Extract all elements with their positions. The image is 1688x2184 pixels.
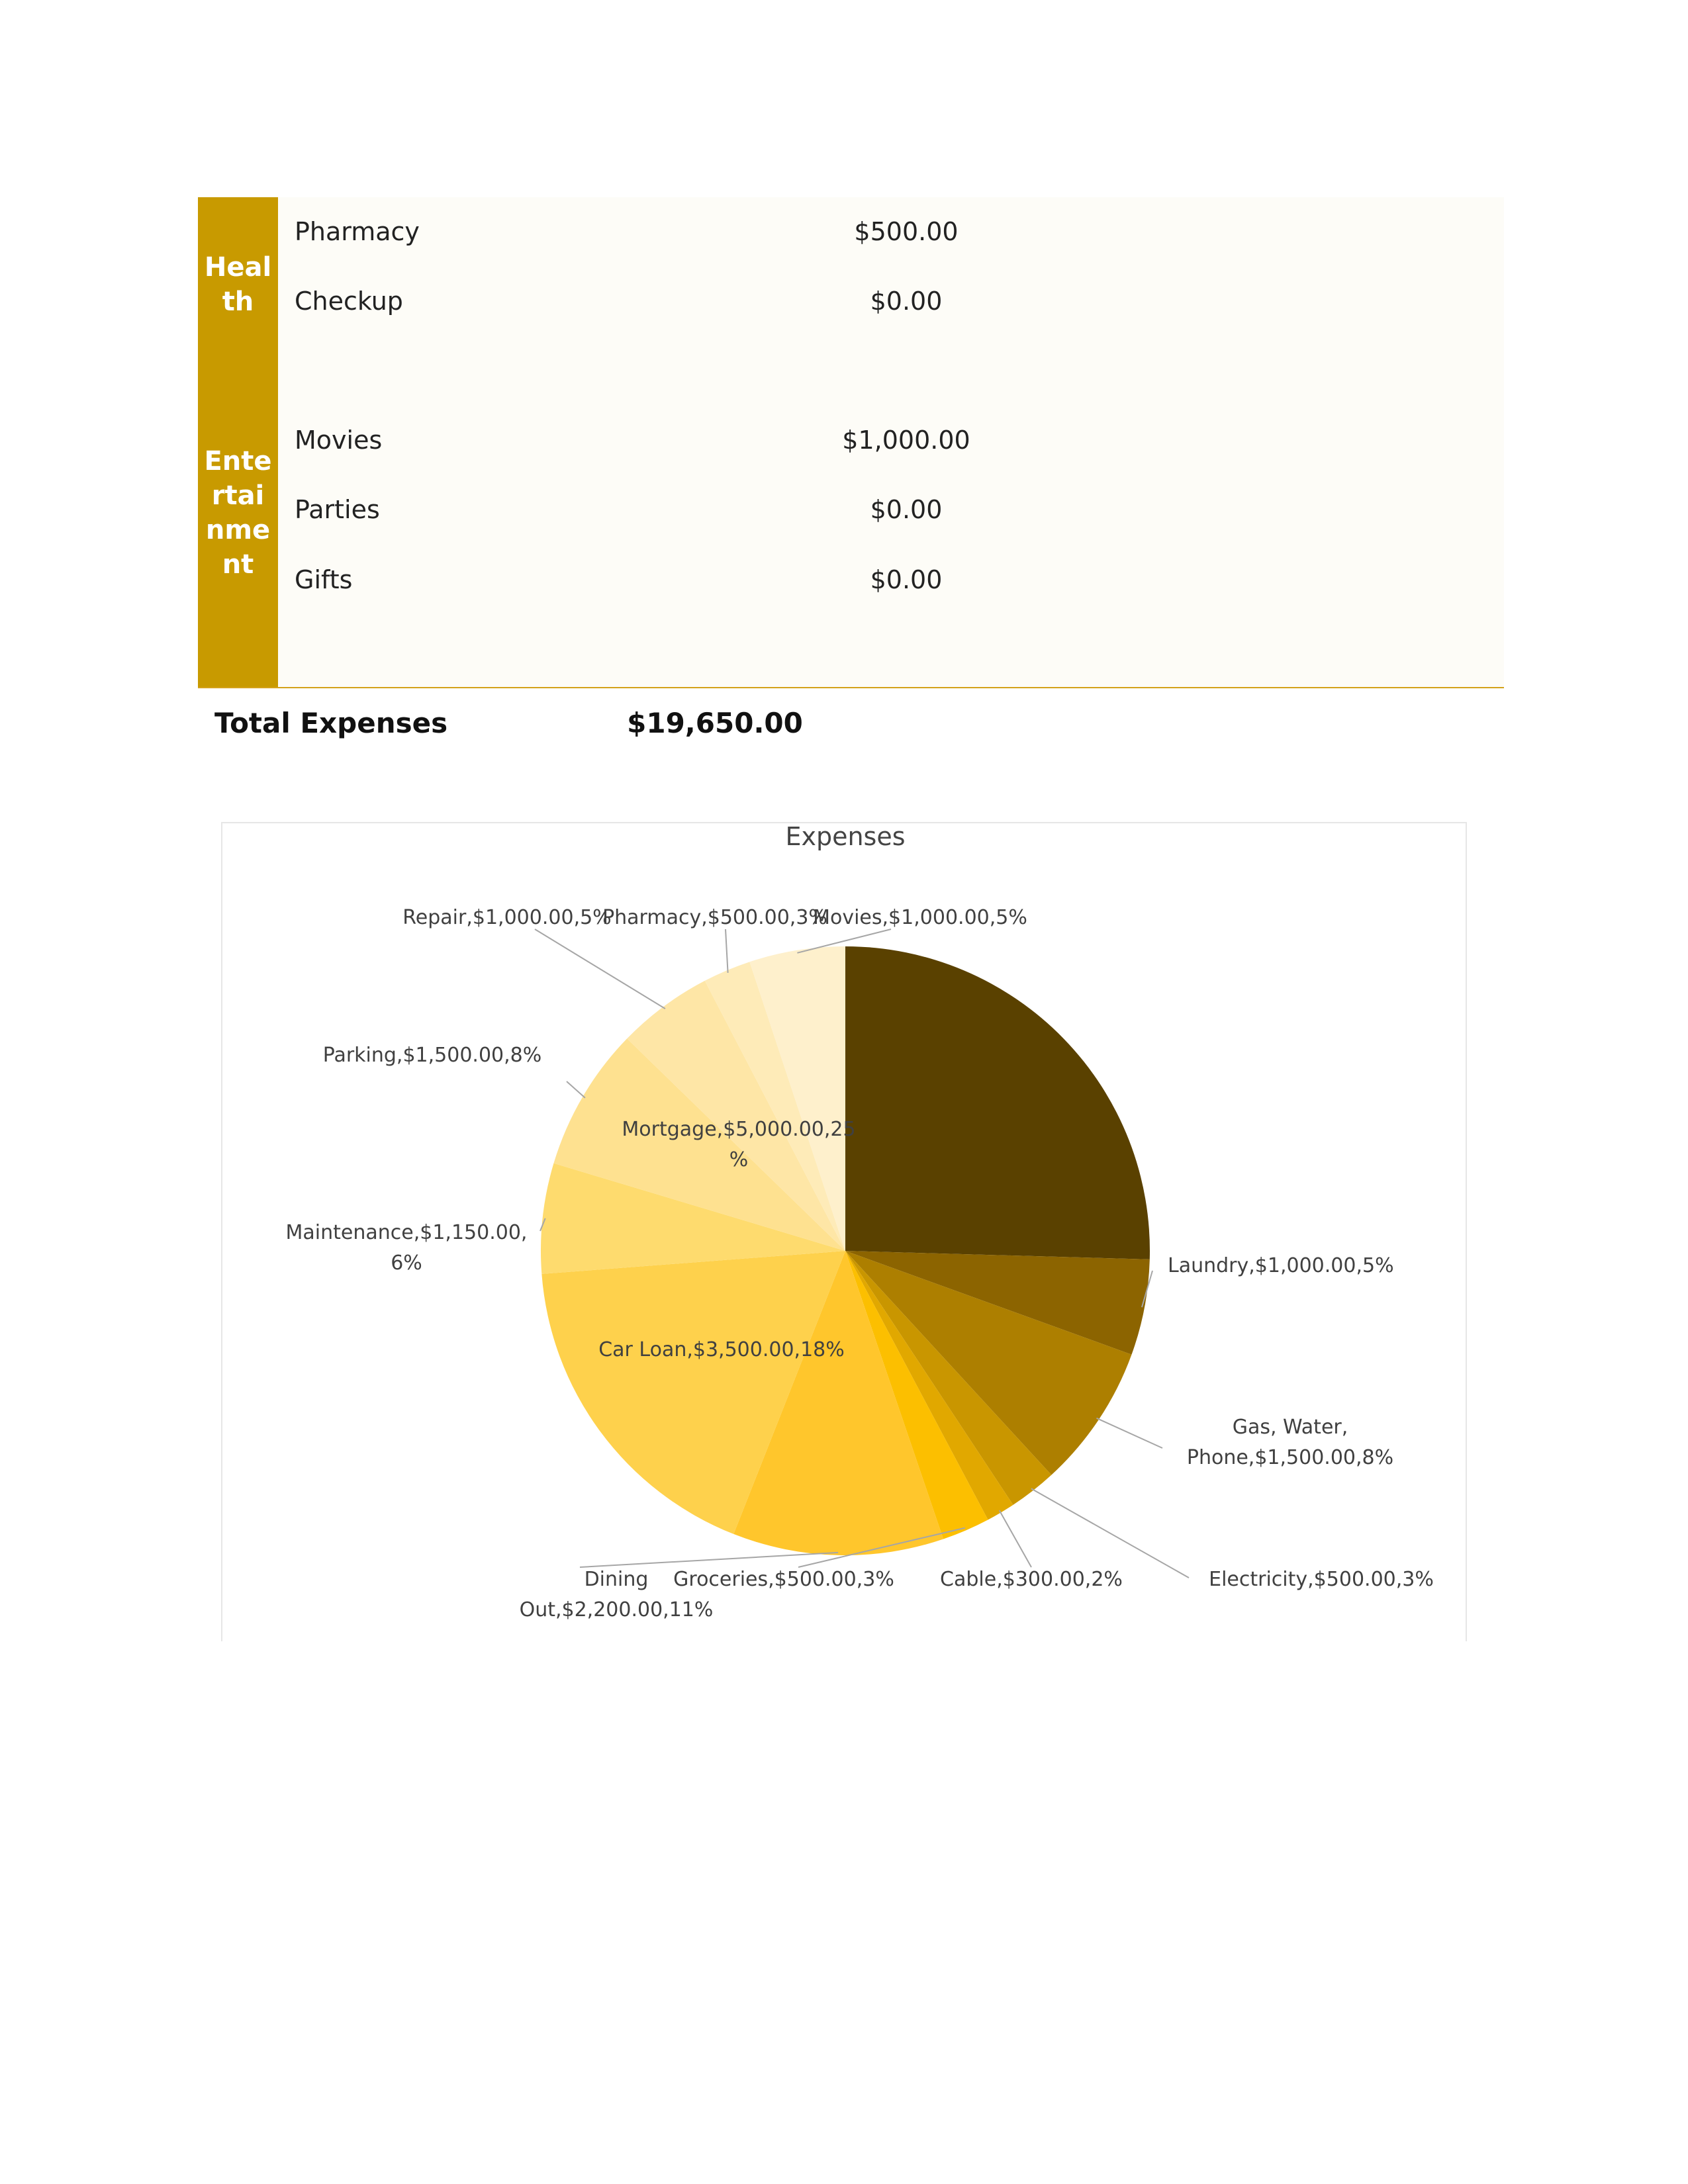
chart-title: Expenses xyxy=(785,823,906,851)
item-value-movies: $1,000.00 xyxy=(842,426,970,455)
health-category-label: Health xyxy=(204,252,272,317)
leader-line-cable xyxy=(1000,1510,1031,1567)
entertainment-category-label: Entertainment xyxy=(204,446,272,580)
leader-line-parking xyxy=(567,1081,585,1098)
item-value-pharmacy: $500.00 xyxy=(854,217,959,246)
data-label-movies: Movies,$1,000.00,5% xyxy=(813,906,1027,929)
data-label-dining-out: Dining Out,$2,200.00,11% xyxy=(519,1568,714,1621)
item-label-pharmacy: Pharmacy xyxy=(295,217,420,246)
item-label-parties: Parties xyxy=(295,495,380,524)
leader-line-dining-out xyxy=(580,1553,838,1567)
item-value-parties: $0.00 xyxy=(870,495,943,524)
pie-slice-mortgage xyxy=(845,946,1150,1259)
data-label-mortgage: Mortgage,$5,000.00,25 % xyxy=(622,1118,856,1171)
data-label-electricity: Electricity,$500.00,3% xyxy=(1209,1568,1434,1591)
data-label-groceries: Groceries,$500.00,3% xyxy=(673,1568,894,1591)
data-label-cable: Cable,$300.00,2% xyxy=(940,1568,1123,1591)
entertainment-section xyxy=(198,406,1504,688)
data-label-repair: Repair,$1,000.00,5% xyxy=(402,906,612,929)
expenses-chart xyxy=(221,822,1467,1641)
item-label-checkup: Checkup xyxy=(295,287,403,316)
data-label-parking: Parking,$1,500.00,8% xyxy=(322,1044,542,1067)
item-value-checkup: $0.00 xyxy=(870,287,943,316)
leader-line-repair xyxy=(535,929,665,1009)
leader-line-electricity xyxy=(1031,1488,1189,1578)
data-label-pharmacy: Pharmacy,$500.00,3% xyxy=(602,906,827,929)
item-label-movies: Movies xyxy=(295,426,383,455)
leader-line-gas-water-phone xyxy=(1097,1418,1163,1448)
data-label-laundry: Laundry,$1,000.00,5% xyxy=(1168,1254,1394,1277)
item-label-gifts: Gifts xyxy=(295,565,353,594)
item-value-gifts: $0.00 xyxy=(870,565,943,594)
pie-slices xyxy=(541,946,1150,1555)
total-expenses-label: Total Expenses xyxy=(214,707,448,739)
expenses-pie-chart xyxy=(222,823,1468,1643)
total-expenses-value: $19,650.00 xyxy=(627,707,803,739)
data-label-car-loan: Car Loan,$3,500.00,18% xyxy=(598,1338,845,1361)
data-label-gas-water-phone: Gas, Water, Phone,$1,500.00,8% xyxy=(1186,1416,1394,1469)
leader-line-pharmacy xyxy=(726,929,728,973)
entertainment-category-tab xyxy=(198,406,278,687)
health-section xyxy=(198,197,1504,408)
health-category-tab xyxy=(198,197,278,406)
data-label-maintenance: Maintenance,$1,150.00, 6% xyxy=(285,1221,528,1275)
